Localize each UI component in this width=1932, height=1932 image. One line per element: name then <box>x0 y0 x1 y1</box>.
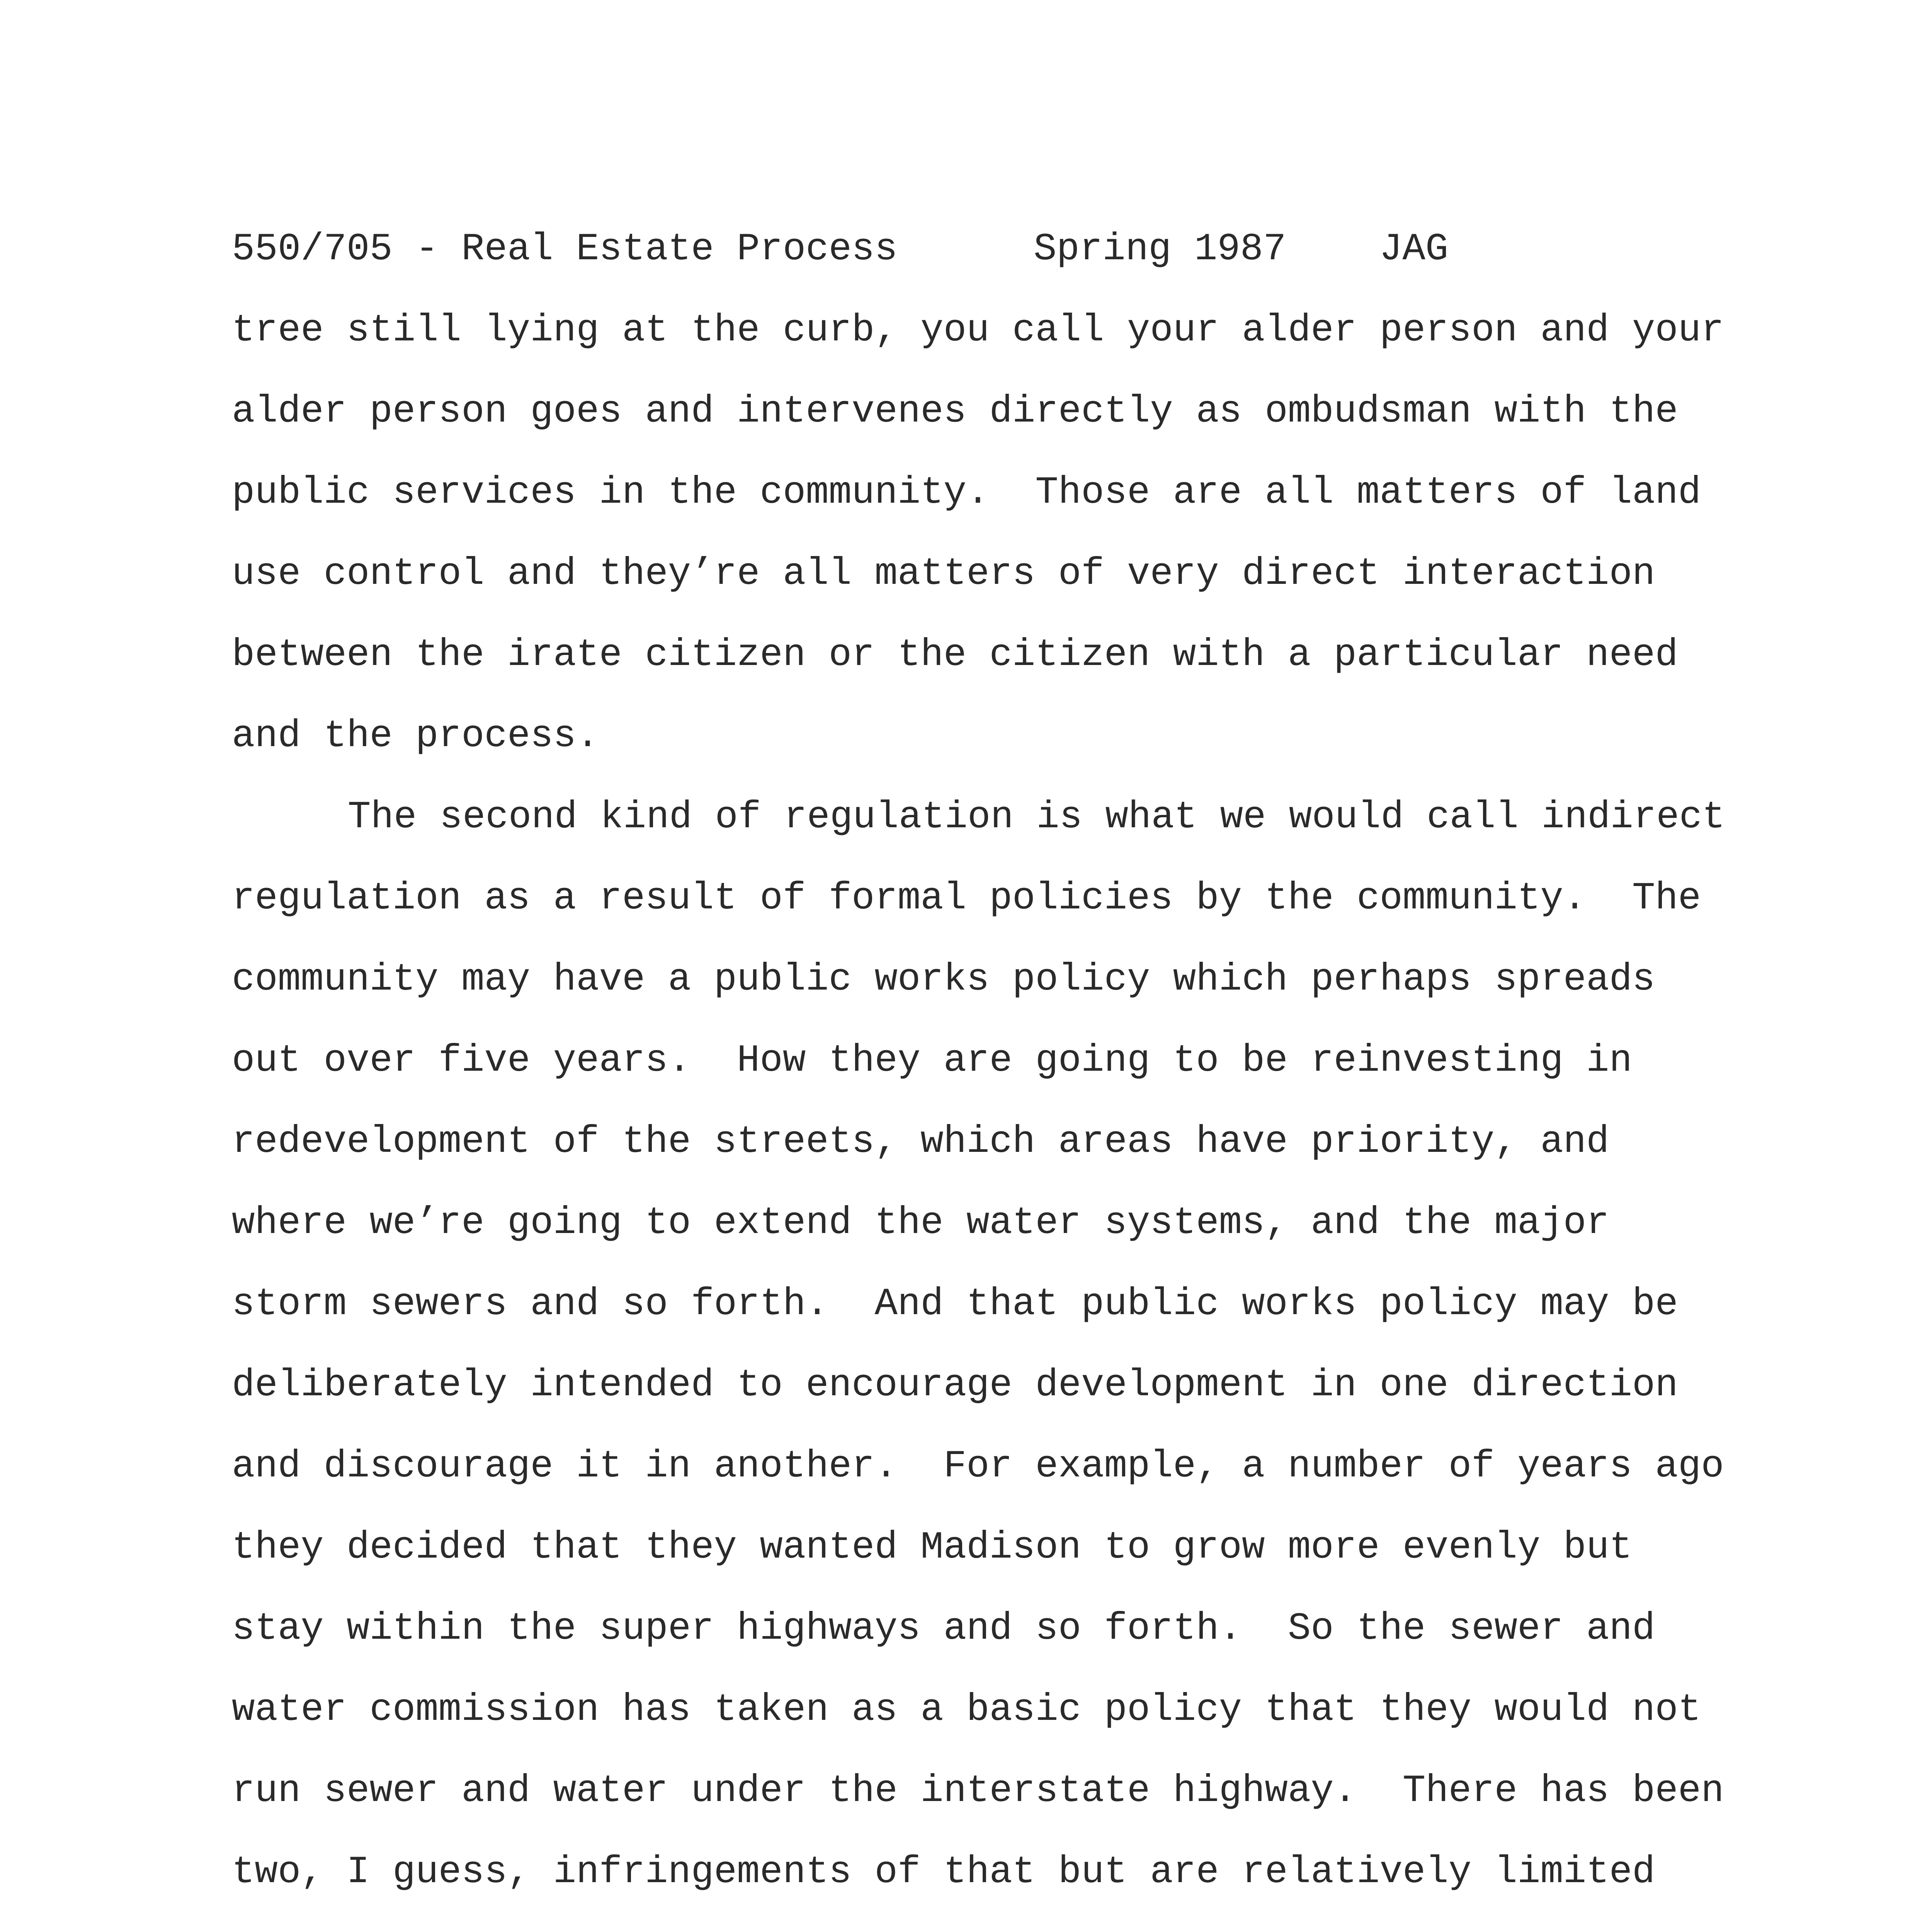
body-line: and the process. <box>232 714 599 758</box>
body-line: regulation as a result of formal policies by the community. The <box>232 877 1701 920</box>
body-line: two, I guess, infringements of that but are relatively limited <box>232 1850 1655 1894</box>
body-line: and discourage it in another. For example, a number of years ago <box>232 1445 1724 1488</box>
body-line: stay within the super highways and so forth. So the sewer and <box>232 1607 1655 1650</box>
body-line: water commission has taken as a basic policy that they would not <box>232 1688 1701 1731</box>
body-line: between the irate citizen or the citizen with a particular need <box>232 633 1678 677</box>
paragraph-first-line: The second kind of regulation is what we would call indirect <box>348 796 1725 839</box>
body-line <box>232 1930 1586 1932</box>
body-line: redevelopment of the streets, which areas have priority, and <box>232 1120 1609 1163</box>
body-line: they decided that they wanted Madison to grow more evenly but <box>232 1526 1632 1569</box>
body-line: out over five years. How they are going to be reinvesting in <box>232 1039 1632 1082</box>
body-line: run sewer and water under the interstate highway. There has been <box>232 1769 1724 1813</box>
header-term: Spring 1987 <box>1034 228 1286 271</box>
body-line: community may have a public works policy which perhaps spreads <box>232 958 1655 1001</box>
header-course: 550/705 - Real Estate Process <box>232 228 898 271</box>
body-line: deliberately intended to encourage development in one direction <box>232 1364 1678 1407</box>
body-line: alder person goes and intervenes directly as ombudsman with the <box>232 390 1678 433</box>
header-initials: JAG <box>1379 228 1449 271</box>
body-line: storm sewers and so forth. And that public works policy may be <box>232 1282 1678 1326</box>
body-line: use control and they’re all matters of very direct interaction <box>232 552 1655 595</box>
body-line: public services in the community. Those are all matters of land <box>232 471 1701 514</box>
body-line: tree still lying at the curb, you call your alder person and your <box>232 309 1724 352</box>
body-line: where we’re going to extend the water systems, and the major <box>232 1201 1609 1245</box>
